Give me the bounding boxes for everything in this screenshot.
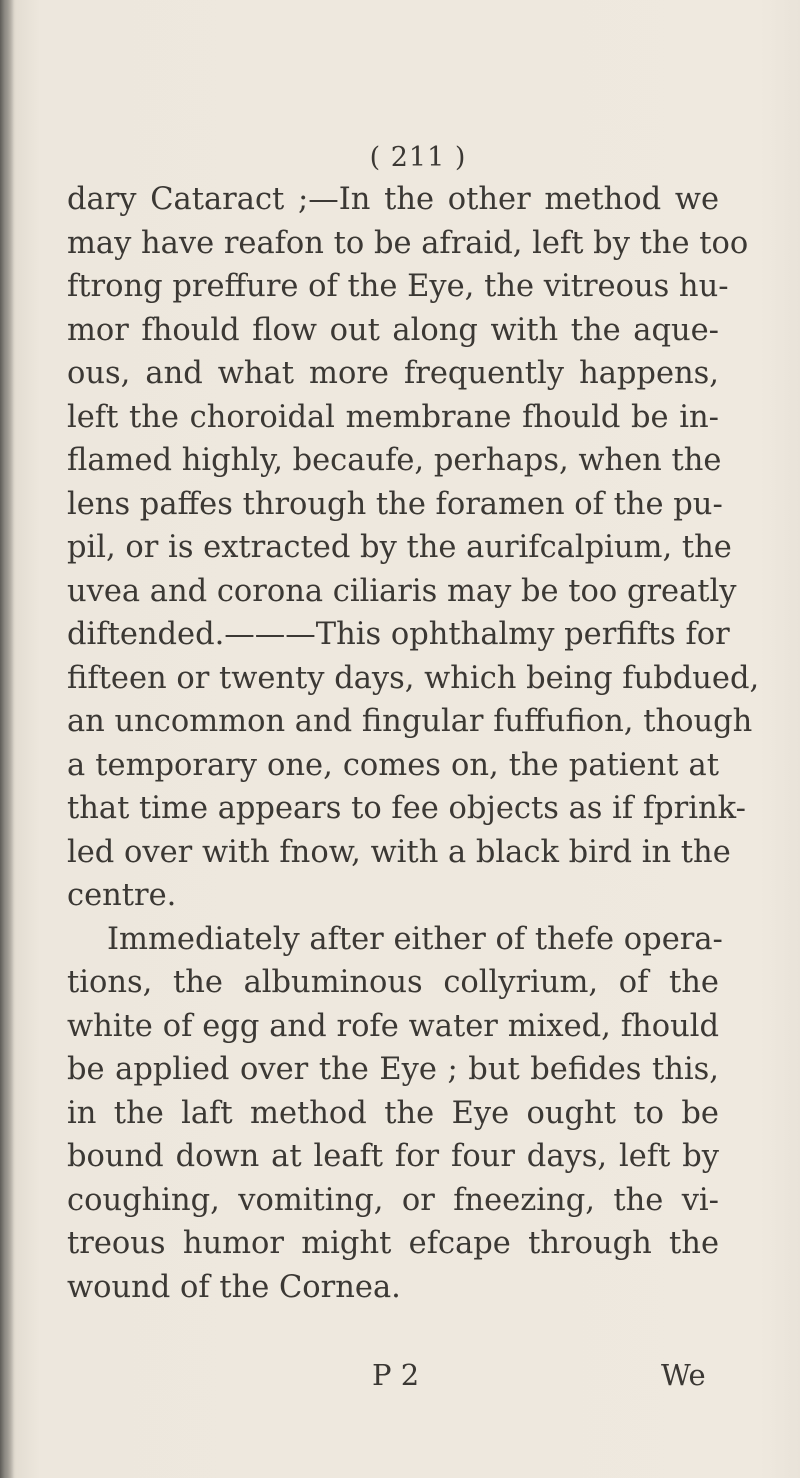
signature-mark: P 2 xyxy=(372,1358,420,1392)
text-line: centre. xyxy=(67,878,177,913)
text-line: fifteen or twenty days, which being fubdued, xyxy=(67,660,760,696)
text-line: uvea and corona ciliaris may be too greatly xyxy=(67,573,737,609)
text-line: ous, and what more frequently happens, xyxy=(67,356,719,391)
text-line: treous humor might efcape through the xyxy=(67,1226,719,1261)
text-line: diftended.———This ophthalmy perfifts for xyxy=(67,617,730,652)
text-line: left the choroidal membrane fhould be in- xyxy=(67,399,719,435)
text-line: ftrong preffure of the Eye, the vitreous hu- xyxy=(67,269,729,304)
text-line: may have reafon to be afraid, left by the too xyxy=(67,225,749,261)
body-text xyxy=(67,178,760,1309)
text-line: lens paffes through the foramen of the pu- xyxy=(67,486,723,522)
text-line: white of egg and rofe water mixed, fhould xyxy=(67,1008,719,1044)
text-line: flamed highly, becaufe, perhaps, when the xyxy=(67,443,722,478)
catchword: We xyxy=(661,1358,706,1392)
paragraph-first-line: Immediately after either of thefe opera- xyxy=(107,921,723,957)
page-binding-shadow xyxy=(0,0,14,1478)
text-line: pil, or is extracted by the aurifcalpium, the xyxy=(67,530,732,565)
text-line: led over with fnow, with a black bird in the xyxy=(67,834,731,870)
text-line: bound down at leaft for four days, left by xyxy=(67,1139,719,1174)
text-line: that time appears to fee objects as if fprink- xyxy=(67,791,746,826)
text-line: tions, the albuminous collyrium, of the xyxy=(67,965,719,1000)
text-line: a temporary one, comes on, the patient at xyxy=(67,747,719,783)
text-line: an uncommon and fingular fuffufion, though xyxy=(67,704,753,739)
text-line: mor fhould flow out along with the aque- xyxy=(67,312,719,348)
text-line: coughing, vomiting, or fneezing, the vi- xyxy=(67,1182,719,1218)
page-number: ( 211 ) xyxy=(369,142,467,173)
text-line: dary Cataract ;—In the other method we xyxy=(67,182,719,217)
text-line: be applied over the Eye ; but befides this, xyxy=(67,1052,719,1087)
text-line: in the laft method the Eye ought to be xyxy=(67,1095,719,1131)
text-line: wound of the Cornea. xyxy=(67,1269,401,1305)
